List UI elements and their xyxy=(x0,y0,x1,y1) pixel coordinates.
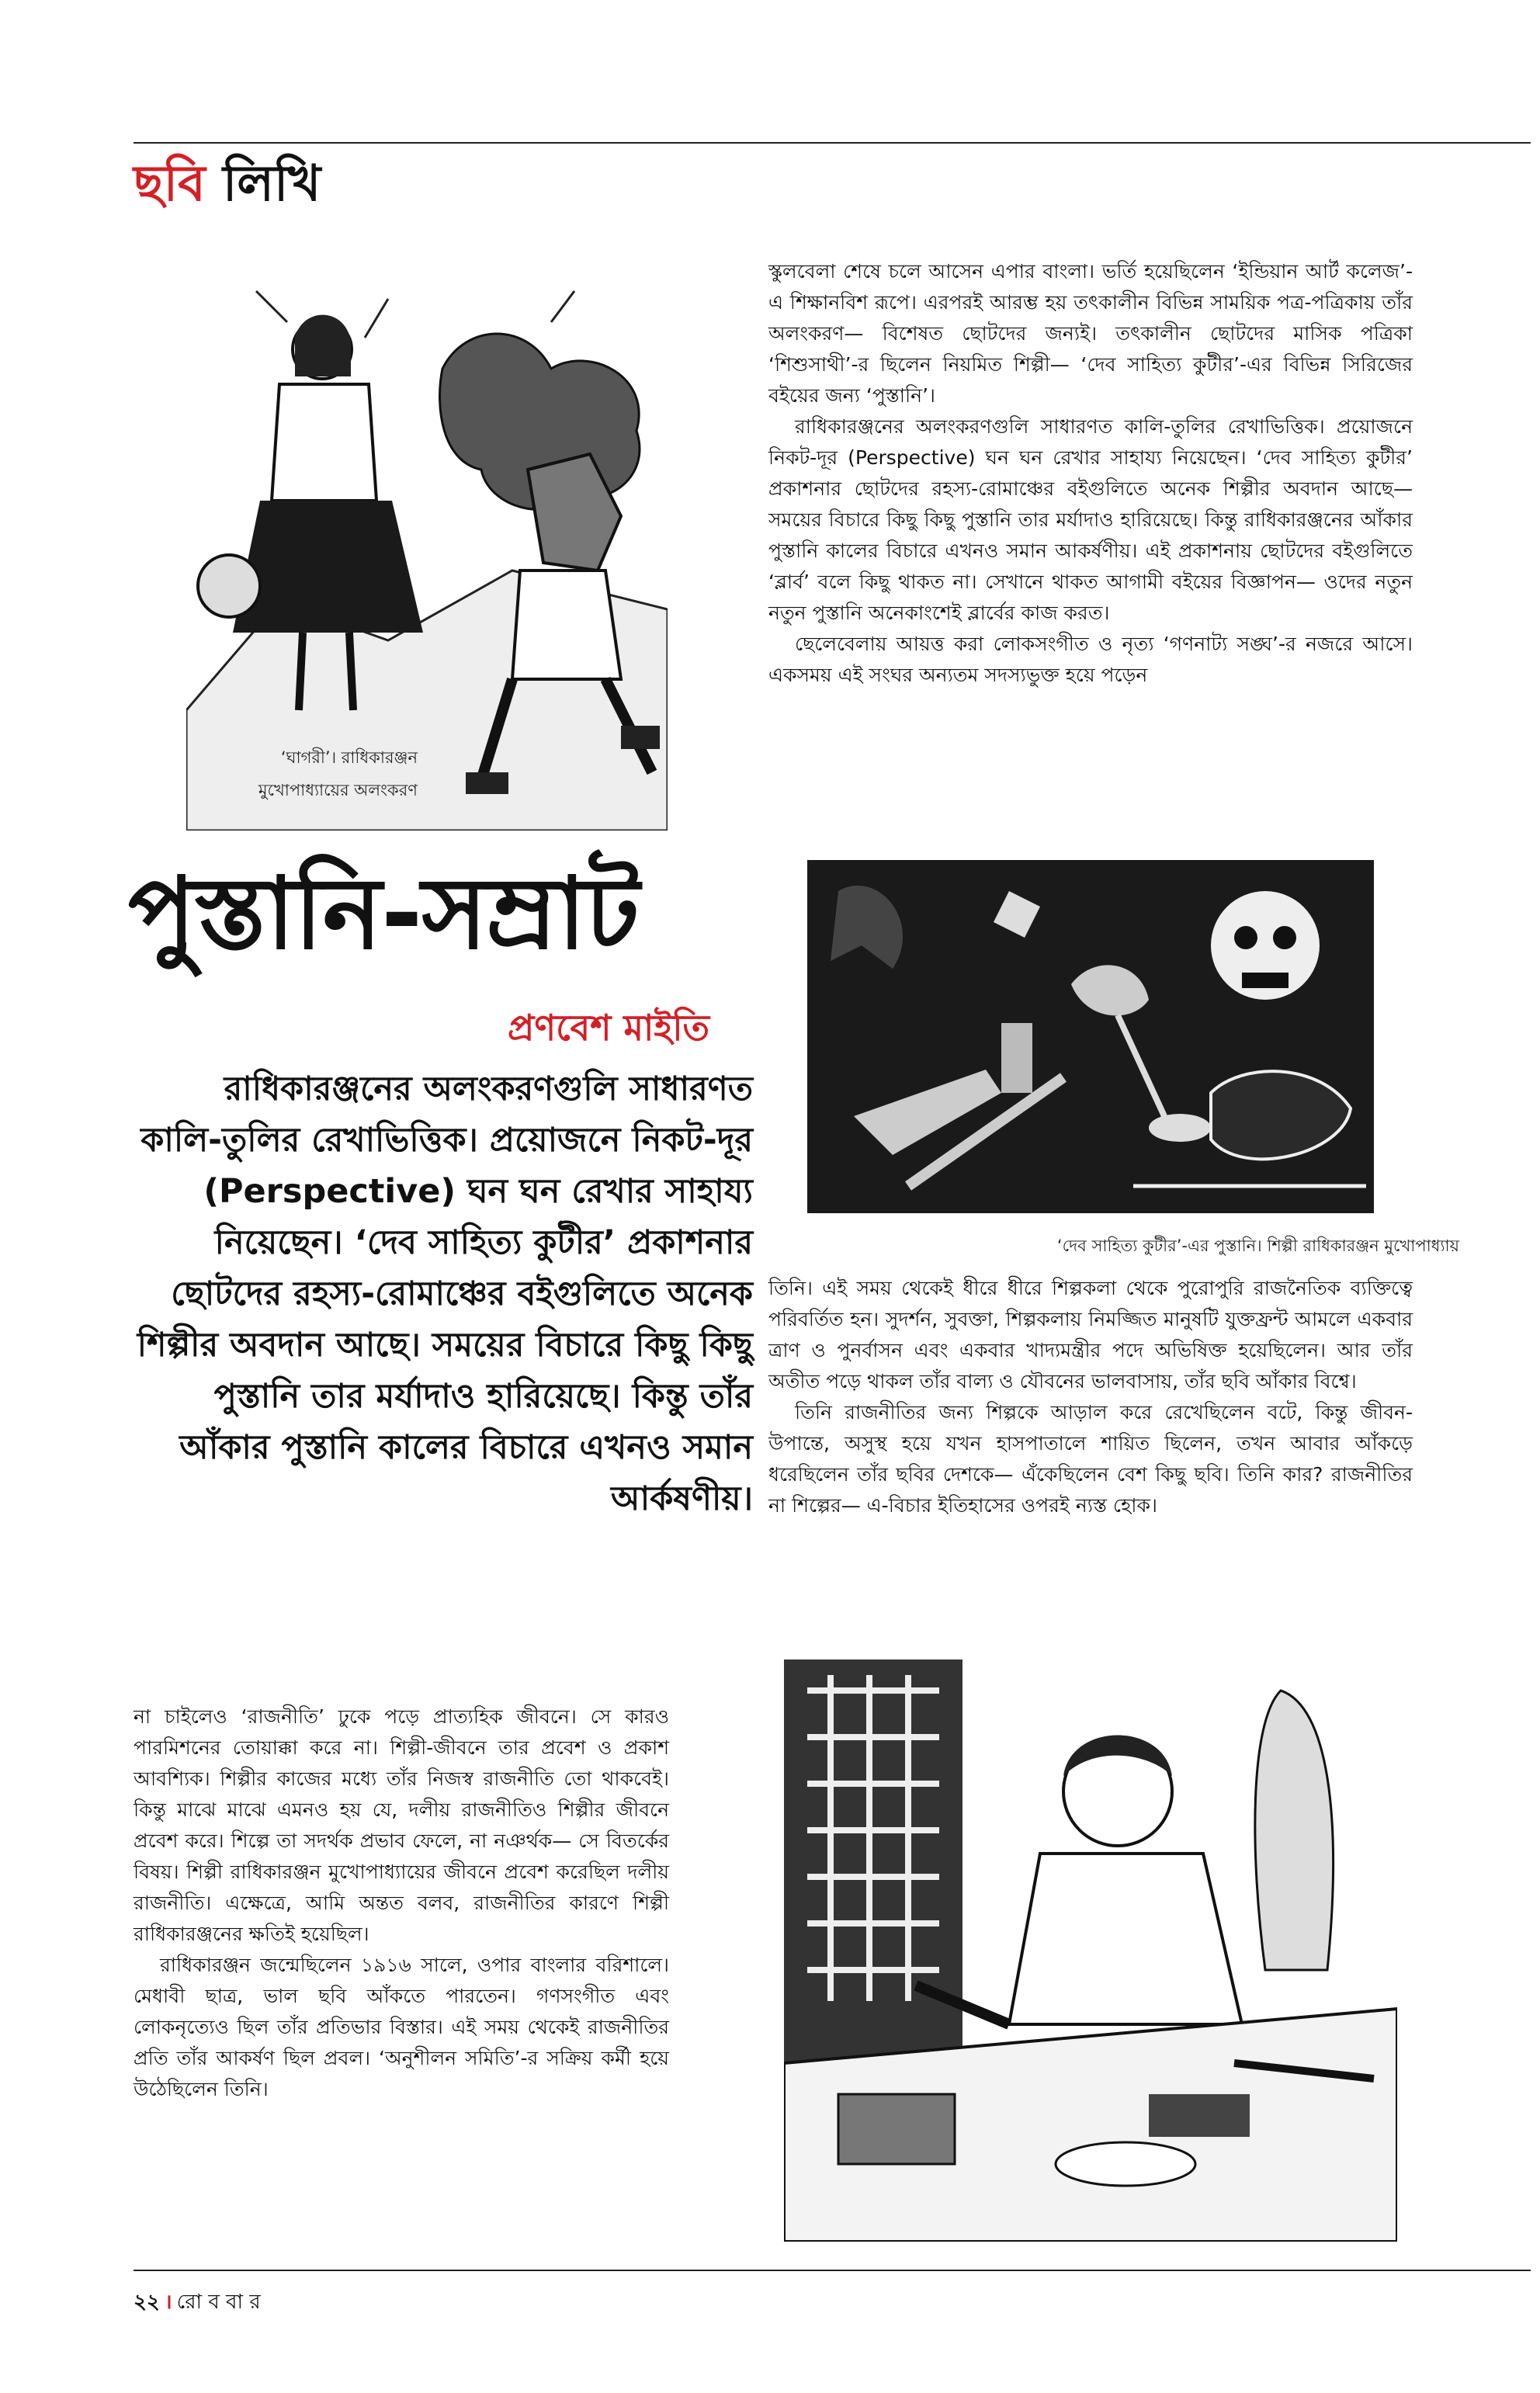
caption-line-2: মুখোপাধ্যায়ের অলংকরণ xyxy=(258,781,418,799)
paragraph: রাধিকারঞ্জনের অলংকরণগুলি সাধারণত কালি-তুলির রেখাভিত্তিক। প্রয়োজনে নিকট-দূর (Perspective) ঘন ঘন রেখার সাহায্য নিয়েছেন। ‘দেব সাহিত্য কুটীর’ প্রকাশনার ছোটদের রহস্য-রোমাঞ্চের বইগুলিতে অনেক শিল্পীর অবদান আছে— সময়ের বিচারে কিছু কিছু পুস্তানি তার মর্যাদাও হারিয়েছে। কিন্তু রাধিকারঞ্জনের আঁকার পুস্তানি কালের বিচারে এখনও সমান আকর্ষণীয়। এই প্রকাশনায় ছোটদের বইগুলিতে ‘ব্লার্ব’ বলে কিছু থাকত না। সেখানে থাকত আগামী বইয়ের বিজ্ঞাপন— ওদের নতুন নতুন পুস্তানি অনেকাংশেই ব্লার্বের কাজ করত। xyxy=(768,415,1413,624)
paragraph: তিনি। এই সময় থেকেই ধীরে ধীরে শিল্পকলা থেকে পুরোপুরি রাজনৈতিক ব্যক্তিত্বে পরিবর্তিত হন। সুদর্শন, সুবক্তা, শিল্পকলায় নিমজ্জিত মানুষটি যুক্তফ্রন্ট আমলে একবার ত্রাণ ও পুনর্বাসন এবং একবার খাদ্যমন্ত্রীর পদে অভিষিক্ত হয়েছিলেন। আর তাঁর অতীত পড়ে থাকল তাঁর বাল্য ও যৌবনের ভালবাসায়, তাঁর ছবি আঁকার বিশ্বে। xyxy=(768,1277,1413,1392)
illustration-pustani-poster xyxy=(807,860,1374,1213)
caption-line-1: ‘ঘাগরী’। রাধিকারঞ্জন xyxy=(280,748,418,767)
magazine-name: রো ব বা র xyxy=(176,2291,261,2314)
ink-drawing-boy-desk xyxy=(784,1659,1397,2242)
section-title xyxy=(134,155,321,213)
caption-illustration-1 xyxy=(154,741,418,806)
paragraph: ছেলেবেলায় আয়ত্ত করা লোকসংগীত ও নৃত্য ‘গণনাট্য সঙ্ঘ’-র নজরে আসে। একসময় এই সংঘর অন্যতম সদস্যভুক্ত হয়ে পড়েন xyxy=(768,633,1413,686)
body-right-column-top xyxy=(768,256,1413,691)
paragraph: তিনি রাজনীতির জন্য শিল্পকে আড়াল করে রেখেছিলেন বটে, কিন্তু জীবন-উপান্তে, অসুস্থ হয়ে যখন হাসপাতালে শায়িত ছিলেন, তখন আবার আঁকড়ে ধরেছিলেন তাঁর ছবির দেশকে— এঁকেছিলেন বেশ কিছু ছবি। তিনি কার? রাজনীতির না শিল্পের— এ-বিচার ইতিহাসের ওপরই ন্যস্ত হোক। xyxy=(768,1401,1413,1517)
ink-drawing-poster xyxy=(807,860,1374,1213)
body-left-column xyxy=(134,1701,669,2105)
paragraph: না চাইলেও ‘রাজনীতি’ ঢুকে পড়ে প্রাত্যহিক জীবনে। সে কারও পারমিশনের তোয়াক্কা করে না। শিল্পী-জীবনে তার প্রবেশ ও প্রকাশ আবশ্যিক। শিল্পীর কাজের মধ্যে তাঁর নিজস্ব রাজনীতি তো থাকবেই। কিন্তু মাঝে মাঝে এমনও হয় যে, দলীয় রাজনীতিও শিল্পীর জীবনে প্রবেশ করে। শিল্পে তা সদর্থক প্রভাব ফেলে, না নঞর্থক— সে বিতর্কের বিষয়। শিল্পী রাধিকারঞ্জন মুখোপাধ্যায়ের জীবনে প্রবেশ করেছিল দলীয় রাজনীতি। এক্ষেত্রে, আমি অন্তত বলব, রাজনীতির কারণে শিল্পী রাধিকারঞ্জনের ক্ষতিই হয়েছিল। xyxy=(134,1705,669,1945)
pull-quote: রাধিকারঞ্জনের অলংকরণগুলি সাধারণত কালি-তুলির রেখাভিত্তিক। প্রয়োজনে নিকট-দূর (Perspective) ঘন ঘন রেখার সাহায্য নিয়েছেন। ‘দেব সাহিত্য কুটীর’ প্রকাশনার ছোটদের রহস্য-রোমাঞ্চের বইগুলিতে অনেক শিল্পীর অবদান আছে। সময়ের বিচারে কিছু কিছু পুস্তানি তার মর্যাদাও হারিয়েছে। কিন্তু তাঁর আঁকার পুস্তানি কালের বিচারে এখনও সমান আর্কষণীয়। xyxy=(137,1070,753,1518)
paragraph: রাধিকারঞ্জন জন্মেছিলেন ১৯১৬ সালে, ওপার বাংলার বরিশালে। মেধাবী ছাত্র, ভাল ছবি আঁকতে পারতেন। গণসংগীত এবং লোকনৃত্যেও ছিল তাঁর প্রতিভার বিস্তার। এই সময় থেকেই রাজনীতির প্রতি তাঁর আকর্ষণ ছিল প্রবল। ‘অনুশীলন সমিতি’-র সক্রিয় কর্মী হয়ে উঠেছিলেন তিনি। xyxy=(134,1954,669,2100)
section-title-word-1: ছবি xyxy=(134,155,206,213)
footer-separator: । xyxy=(164,2291,172,2314)
page-number: ২২ xyxy=(134,2291,160,2314)
body-right-column-middle xyxy=(768,1273,1413,1521)
bottom-rule xyxy=(134,2270,1531,2271)
paragraph: স্কুলবেলা শেষে চলে আসেন এপার বাংলা। ভর্তি হয়েছিলেন ‘ইন্ডিয়ান আর্ট কলেজ’-এ শিক্ষানবিশ রূপে। এরপরই আরম্ভ হয় তৎকালীন বিভিন্ন সাময়িক পত্র-পত্রিকায় তাঁর অলংকরণ— বিশেষত ছোটদের জন্যই। তৎকালীন ছোটদের মাসিক পত্রিকা ‘শিশুসাথী’-র ছিলেন নিয়মিত শিল্পী— ‘দেব সাহিত্য কুটীর’-এর বিভিন্ন সিরিজের বইয়ের জন্য ‘পুস্তানি’। xyxy=(768,260,1413,407)
byline: প্রণবেশ মাইতি xyxy=(508,1007,709,1049)
page-footer xyxy=(134,2286,261,2320)
caption-illustration-2: ‘দেব সাহিত্য কুটীর’-এর পুস্তানি। শিল্পী রাধিকারঞ্জন মুখোপাধ্যায় xyxy=(1056,1236,1459,1255)
illustration-boy-at-desk xyxy=(784,1659,1397,2242)
section-title-word-2: লিখি xyxy=(223,155,321,213)
headline: পুস্তানি-সম্রাট xyxy=(128,856,639,972)
top-rule xyxy=(134,142,1531,144)
